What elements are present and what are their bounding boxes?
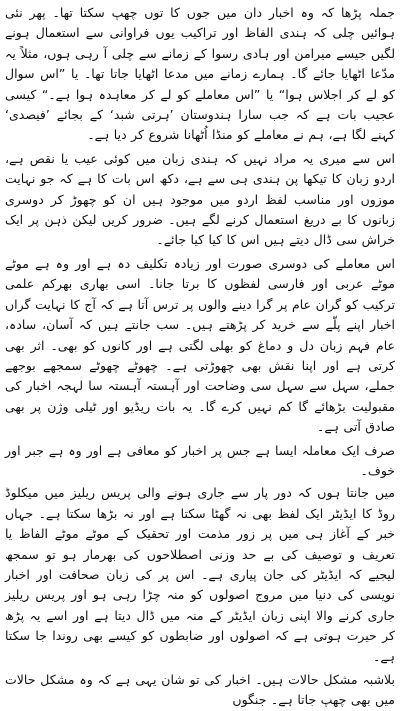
- paragraph-6: بلاشبہ مشکل حالات ہیں۔ اخبار کی تو شان یہی ہے کہ وہ مشکل حالات میں بھی چھپ جاتا ہے۔ جنگوں: [5, 672, 395, 708]
- paragraph-4: صرف ایک معاملہ ایسا ہے جس پر اخبار کو معافی ہے اور وہ ہے جبر اور خوف۔: [5, 442, 395, 478]
- paragraph-1: جملہ پڑھا کہ وہ اخبار دان میں جوں کا توں چھپ سکتا تھا۔ پھر نئی ہوائیں چلی کہ ہندی الفاظ اور تراکیب یوں فراوانی سے استعمال ہونے لگیں جیسے میرامن اور ہادی رسوا کے زمانے سے چلی آ رہی ہوں، مثلاً یہ مدّعا اٹھایا جائے گا۔ ہمارے زمانے میں مدعا اٹھایا جاتا تھا۔ یا ”اس سوال کو لے کر اجلاس ہوا“ یا ”اس معاملے کو لے کر معاہدہ ہوا ہے۔“ کیسی عجیب بات ہے کہ جب سارا ہندوستان ’ہرتی شبد‘ کے بجائے ’فیصدی‘ کہنے لگا ہے، ہم نے معاملے کو منڈا اُٹھانا شروع کر دیا ہے۔: [5, 5, 395, 143]
- paragraph-3: اس معاملے کی دوسری صورت اور زیادہ تکلیف دہ ہے اور وہ ہے موٹے موٹے عربی اور فارسی لفظوں کا برتا جانا۔ اسی بھاری بھرکم علمی ترکیب کو گران عام پر گرا دینے والوں پر ترس آتا ہے کہ آج کا نہایت گراں اخبار اپنے پلّے سے خرید کر پڑھتے ہیں۔ سب جانتے ہیں کہ آسان، سادہ، عام فہم زبان دل و دماغ کو بھلی لگتی ہے اور کانوں کو بھی۔ اثر بھی کرتی ہے اور اپنا نقش بھی چھوڑتی ہے۔ چھوٹے چھوٹے سمجھے بوجھے جملے، سہل سے سہل سی وضاحت اور آہستہ آہستہ سا لہجہ اخبار کی مقبولیت بڑھائے گا کم نہیں کرے گا۔ یہ بات ریڈیو اور ٹیلی وژن پر بھی صادق آتی ہے۔: [5, 255, 395, 435]
- paragraph-2: اس سے میری یہ مراد نہیں کہ ہندی زبان میں کوئی عیب یا نقص ہے، اردو زبان کا تیکھا پن ہندی ہی سے ہے، دکھ اس بات کا ہے کہ جو نہایت موزوں اور مناسب لفظ اردو میں موجود ہیں ان کو چھوڑ کر دوسری زبانوں کا بے دریغ استعمال کرنے لگے ہیں۔ ضرور کریں لیکن ذہن پر ایک خراش سی ڈال دیتے ہیں اس کا کیا کیا جائے۔: [5, 150, 395, 248]
- paragraph-5: میں جانتا ہوں کہ دور پار سے جاری ہونے والی پریس ریلیز میں میکلوڈ روڈ کا ایڈیٹر ایک لفظ بھی نہ گھٹا سکتا ہے اور نہ بڑھا سکتا ہے۔ جہاں خبر کے آغاز ہی میں پر زور مذمت اور تحقیک کے موٹے موٹے الفاظ یا تعریف و توصیف کی بے حد وزنی اصطلاحوں کی بھرمار ہو تو سمجھ لیجیے کہ ایڈیٹر کی جان پیاری ہے۔ اس پر کی زبان صحافت اور اخبار نویسی کی دنیا میں مروج اصولوں کو منہ چڑا رہی ہو اور پریس ریلیز جاری کرنے والا اپنی زبان ایڈیٹر کے منہ میں ڈال دیتا ہے اور اسے یہ پڑھ کر حیرت ہوتی ہے کہ اصولوں اور ضابطوں کو کیسے بھی روندا جا سکتا ہے۔: [5, 485, 395, 664]
